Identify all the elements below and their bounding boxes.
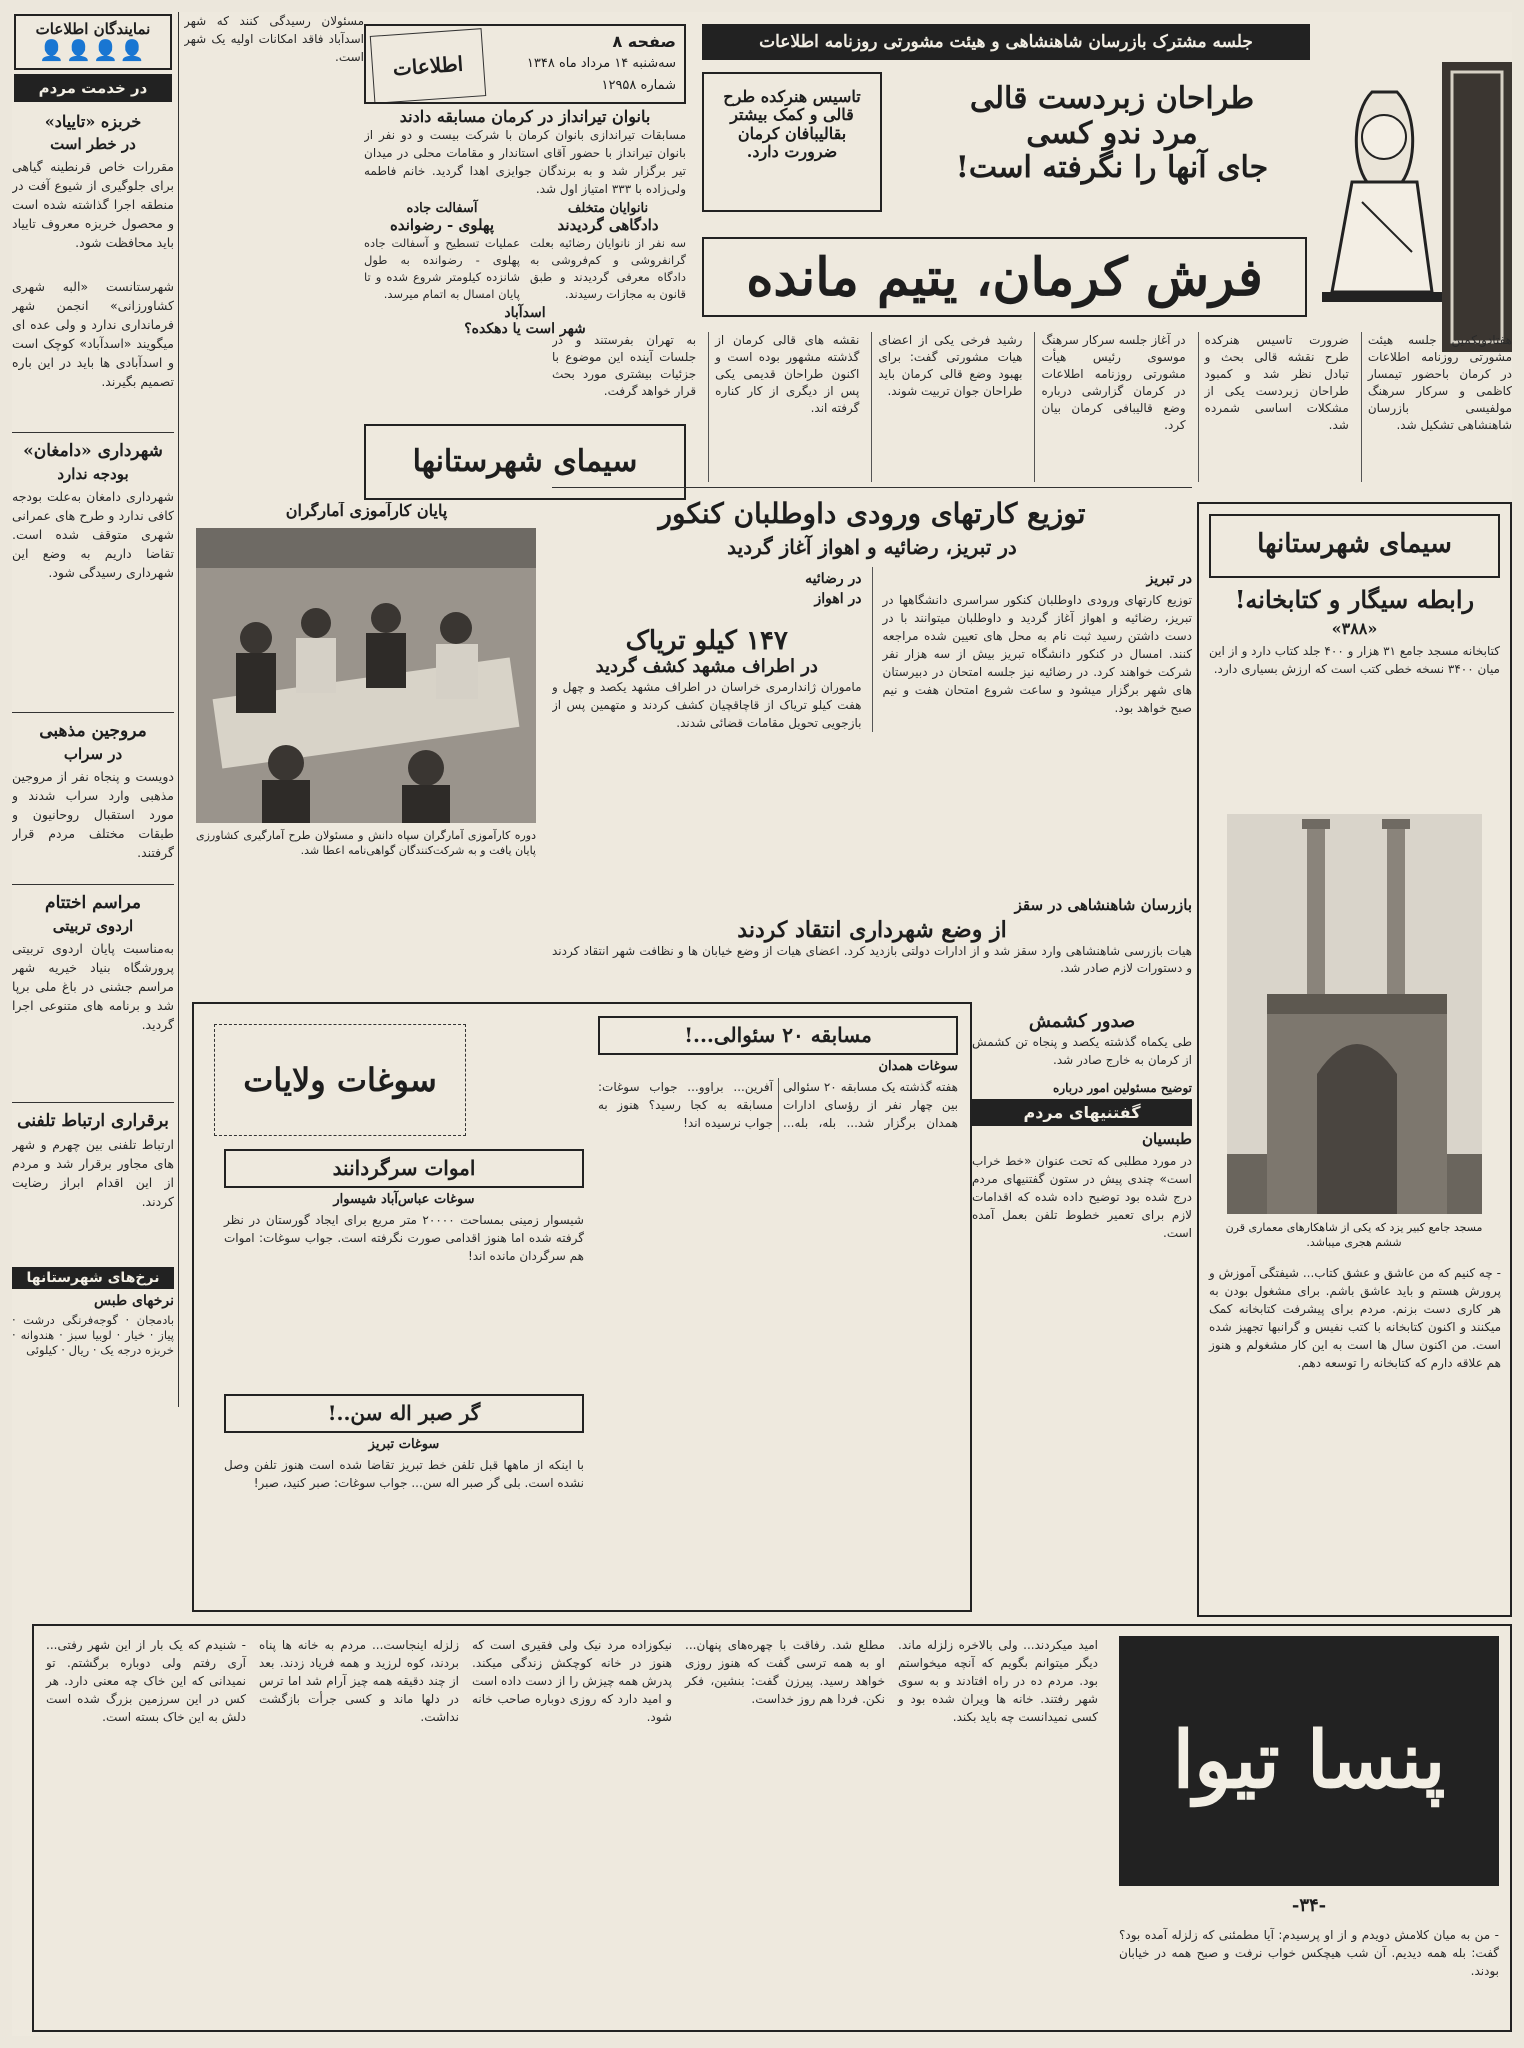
prices-logo: نرخ‌های شهرستانها — [12, 1267, 174, 1289]
photo-meeting-image — [196, 528, 536, 823]
serial-column: - من به میان کلامش دویدم و از او پرسیدم: آیا مطمئنی که زلزله آمده بود؟ گفت: بله همه دیدیم. آن شب هیچکس خواب نرفت و صبح همه در خیابان بودند. — [1119, 1928, 1499, 1978]
left-dark-bar: در خدمت مردم — [14, 74, 172, 102]
story-body: مسئولان رسیدگی کنند که شهر اسدآباد فاقد امکانات اولیه یک شهر است. — [184, 14, 364, 64]
opium-subheadline: در اطراف مشهد کشف گردید — [595, 656, 818, 678]
price-item: لوبیا سبز — [67, 1328, 112, 1342]
left-story-asadabad — [12, 277, 174, 391]
story-body: عملیات تسطیح و آسفالت جاده پهلوی - رضوانده به طول شانزده کیلومتر شروع شده و تا پایان امسال به اتمام میرسد. — [364, 235, 520, 301]
konkur-subheadline: در تبریز، رضائیه و اهواز آغاز گردید — [727, 535, 1017, 560]
story-title: بانوان تیرانداز در کرمان مسابقه دادند — [399, 108, 651, 126]
story-title: برقراری ارتباط تلفنی — [17, 1111, 169, 1131]
left-story-phone — [12, 1107, 174, 1211]
quiz-sub: سوغات همدان — [878, 1059, 958, 1074]
photo-story — [184, 502, 549, 877]
masthead-box — [364, 24, 686, 104]
right-sidebar — [1197, 502, 1512, 1617]
mosque-caption: مسجد جامع کبیر یزد که یکی از شاهکارهای معماری قرن ششم هجری میباشد. — [1225, 1221, 1483, 1249]
masthead-logo: اطلاعات — [370, 28, 486, 104]
weaver-icon — [1312, 52, 1512, 352]
sidebar-number: «۳۸۸» — [1331, 618, 1378, 638]
left-logo — [14, 14, 172, 70]
story-body: دویست و پنجاه نفر از مروجین مذهبی وارد سراب شدند و مورد استقبال روحانیون و طبقات مختلف مردم قرار گرفتند. — [12, 769, 174, 860]
tozih-kicker: توضیح مسئولین امور درباره — [1053, 1080, 1192, 1095]
amvat-title-box — [224, 1149, 584, 1188]
lead-column: رشید فرخی یکی از اعضای هیات مشورتی گفت: برای بهبود وضع قالی کرمان باید طراحان جوان تربیت شوند. — [871, 332, 1022, 482]
lead-column: نقشه های قالی کرمان از گذشته مشهور بوده است و اکنون طراحان قدیمی یکی پس از دیگری از کار کناره گرفته اند. — [708, 332, 859, 482]
amvat-sub: سوغات عباس‌آباد شیسوار — [333, 1192, 475, 1207]
kicker-line: جای آنها را نگرفته است! — [955, 150, 1269, 185]
opium-body: ماموران ژاندارمری خراسان در اطراف مشهد یکصد و چهل و هفت کیلو تریاک از قاچاقچیان کشف کردند و متهمین پس از بازجویی تحویل مقامات قضائی شدند. — [552, 679, 862, 730]
prices-city: نرخهای طبس — [93, 1293, 174, 1309]
konkur-story — [552, 492, 1192, 792]
quiz-title: مسابقه ۲۰ سئوالی...! — [684, 1023, 872, 1047]
saqqez-story — [552, 892, 1192, 992]
konkur-sub: در تبریز — [1146, 571, 1192, 588]
top-banner-text: جلسه مشترک بازرسان شاهنشاهی و هیئت مشورتی روزنامه اطلاعات — [759, 32, 1253, 52]
left-column — [12, 12, 174, 1407]
photo-title: پایان کارآموزی آمارگران — [285, 502, 448, 520]
gorbe-box — [224, 1394, 584, 1604]
middle-left-column — [184, 12, 364, 507]
story-body: شهرستانست «البه شهری کشاورزانی» انجمن شهر فرمانداری ندارد و ولی عده ای میگویند «اسدآباد» کوچک است و اسدآبادی ها باید در این باره تصمیم بگیرند. — [12, 279, 174, 389]
price-item: کیلوئی — [26, 1343, 58, 1357]
serial-column: زلزله اینجاست... مردم به خانه ها پناه بردند، کوه لرزید و همه فریاد زدند. بعد از چند دقیقه همه چیز آرام شد اما ترس در دلها ماند و کسی جرأت بازگشت نداشت. — [259, 1638, 459, 1724]
left-story-camp — [12, 889, 174, 1034]
kerman-box — [972, 1012, 1192, 1612]
divider — [12, 884, 174, 885]
quiz-box — [598, 1016, 958, 1596]
tozih-body: در مورد مطلبی که تحت عنوان «خط خراب است» چندی پیش در ستون گفتنیهای مردم درج شده بود توضیح داده شده که اقدامات لازم برای تعمیر خطوط تلفن بعمل آمده است. — [972, 1153, 1192, 1240]
konkur-headline: توزیع کارتهای ورودی داوطلبان کنکور — [658, 497, 1086, 530]
price-item: گوجه‌فرنگی درشت — [23, 1313, 118, 1327]
story-subtitle: بودجه ندارد — [57, 465, 129, 483]
date-line: سه‌شنبه ۱۴ مرداد ماه ۱۳۴۸ — [526, 56, 676, 71]
saqqez-body: هیات بازرسی شاهنشاهی وارد سقز شد و از ادارات دولتی بازدید کرد. اعضای هیات از وضع خیابان ها و نظافت شهر انتقاد کردند و دستورات لازم صادر شد. — [552, 944, 1192, 976]
lead-column: هفتادویکمین جلسه هیئت مشورتی روزنامه اطلاعات در کرمان باحضور تیمسار کاظمی و سرکار سرهنگ مولفیسی بازرسان شاهنشاهی تشکیل شد. — [1361, 332, 1512, 482]
serial-column: نیکوزاده مرد نیک ولی فقیری است که هنوز در خانه کوچکش زندگی میکند. پدرش همه چیزش را از دست داده است و امید دارد که روزی دوباره صاحب خانه شود. — [472, 1638, 672, 1724]
story-title: دادگاهی گردیدند — [557, 216, 659, 235]
people-icon: 👤👤👤👤 — [39, 38, 147, 62]
lead-column: به تهران بفرستند و در جلسات آینده این موضوع با جزئیات بیشتری مورد بحث قرار خواهد گرفت. — [552, 333, 697, 398]
bottom-serial — [32, 1624, 1512, 2032]
price-item: پیاز — [158, 1328, 174, 1342]
gorbe-sub: سوغات تبریز — [368, 1437, 440, 1452]
story-subtitle: در سراب — [63, 745, 123, 763]
amvat-title: اموات سرگردانند — [332, 1156, 476, 1180]
top-banner — [702, 24, 1310, 60]
middle-top-stories — [364, 108, 686, 338]
kicker-line: طراحان زبردست قالی — [969, 81, 1255, 116]
photo-meeting — [196, 528, 536, 823]
price-item: خیار — [125, 1328, 145, 1342]
photo-caption: دوره کارآموزی آمارگران سپاه دانش و مسئولان طرح آمارگیری کشاورزی پایان یافت و به شرکت‌کنندگان گواهی‌نامه اعطا شد. — [196, 829, 536, 857]
story-subtitle: اردوی تربیتی — [52, 917, 134, 935]
left-story-damghan — [12, 437, 174, 582]
sidebar-headline: رابطه سیگار و کتابخانه! — [1234, 585, 1475, 614]
serial-column: - شنیدم که یک بار از این شهر رفتی... آری رفتم ولی دوباره برگشتم. تو نمیدانی که این خاک چه معنی دارد. هر کس در این سرزمین بزرگ شده است دلش به این خاک بسته است. — [46, 1638, 246, 1724]
saqqez-title: بازرسان شاهنشاهی در سقز — [1014, 896, 1192, 914]
lead-headline-box — [702, 237, 1307, 317]
divider — [178, 12, 179, 1407]
left-story-melon — [12, 108, 174, 252]
story-body: مسابقات تیراندازی بانوان کرمان با شرکت بیست و دو نفر از بانوان تیرانداز با حضور آقای استاندار و مقامات محلی در میدان تیر برگزار شد و به برندگان جوایزی اهدا گردید. خانم فاطمه ولی‌زاده با ۳۳۳ امتیاز اول شد. — [364, 128, 686, 197]
tozih-logo: گفتنیهای مردم — [972, 1099, 1192, 1126]
price-item: بادمجان — [136, 1313, 174, 1327]
lead-side-box — [702, 72, 882, 212]
divider — [12, 712, 174, 713]
story-subtitle: در خطر است — [50, 135, 136, 153]
quiz-title-box — [598, 1016, 958, 1055]
story-title: پهلوی - رضوانده — [389, 216, 495, 235]
mosque-image — [1227, 814, 1482, 1214]
gorbe-title-box — [224, 1394, 584, 1433]
side-box-text: تاسیس هنرکده طرح قالی و کمک بیشتر بقالیبافان کرمان ضرورت دارد. — [723, 87, 861, 162]
konkur-sub: در اهواز — [814, 591, 862, 608]
lead-headline: فرش کرمان، یتیم مانده — [746, 247, 1263, 308]
story-title: شهرداری «دامغان» — [23, 441, 163, 461]
divider — [12, 432, 174, 433]
serial-logo: پنسا تیوا — [1119, 1636, 1499, 1886]
story-title: خربزه «تاییاد» — [44, 112, 142, 131]
story-body: مقررات خاص قرنطینه گیاهی برای جلوگیری از شیوع آفت در منطقه اجرا گذاشته شده است و محصول خربزه معروف تاییاد باید محافظت شود. — [12, 159, 174, 250]
story-body: سه نفر از نانوایان رضائیه بعلت گرانفروشی و کم‌فروشی به دادگاه معرفی گردیدند و طبق قانون به مجازات رسیدند. — [530, 235, 686, 301]
sidebar-body: - چه کنیم که من عاشق و عشق کتاب... شیفتگی آموزش و پرورش هستم و باید عاشق باشم. برای مشغول بودن به هر کاری دست بزنم. مردم برای پیشرفت کتابخانه کمک میکنند و اکنون کتابخانه با کتب نفیس و گرانبها تجهیز شده است. من اکنون سال ها است به این کار مشغولم و هنوز هم علاقه دارم که کتابخانه را توسعه دهم. — [1209, 1266, 1501, 1370]
left-story-sarab — [12, 717, 174, 862]
konkur-sub: در رضائیه — [805, 571, 862, 588]
soghat-block — [192, 1002, 972, 1612]
mosque-photo — [1227, 814, 1482, 1214]
tozih-title: طبسیان — [1142, 1129, 1192, 1148]
quiz-body: هفته گذشته یک مسابقه ۲۰ سئوالی بین چهار نفر از رؤسای ادارات همدان برگزار شد... بله، بله... آفرین... براوو... جواب سوغات: مسابقه به کجا رسید؟ هنوز به جواب نرسیده اند! — [598, 1080, 958, 1130]
left-logo-title: نمایندگان اطلاعات — [35, 20, 151, 38]
serial-column: امید میکردند... ولی بالاخره زلزله ماند. دیگر میتوانم بگویم که آنچه میخواستم بود. مردم ده در راه افتادند و به سوی شهر رفتند. خانه ها ویران شده بود و کسی نمیدانست چه باید بکند. — [898, 1638, 1098, 1724]
amvat-body: شیسوار زمینی بمساحت ۲۰۰۰۰ متر مربع برای ایجاد گورستان در نظر گرفته شده اما هنوز اقدامی صورت نگرفته است. جواب سوغات: اموات هم سرگردان مانده اند! — [224, 1213, 584, 1263]
lead-columns — [552, 332, 1512, 482]
kicker-line: مرد ندو کسی — [1026, 115, 1198, 151]
gorbe-title: گر صبر اله سن..! — [327, 1401, 481, 1425]
soghat-logo: سوغات ولایات — [214, 1024, 466, 1136]
story-title: شهر است یا دهکده؟ — [464, 320, 586, 337]
story-title: مراسم اختتام — [45, 893, 141, 913]
lead-column: ضرورت تاسیس هنرکده طرح نقشه قالی بحث و تبادل نظر شد و کمبود طراحان زبردست یکی از مشکلات اساسی شمرده شد. — [1198, 332, 1349, 482]
konkur-body: توزیع کارتهای ورودی داوطلبان کنکور سراسری دانشگاهها در تبریز، رضائیه و اهواز آغاز گردید و داوطلبان میتوانند با در دست داشتن رسید ثبت نام به محل های تعیین شده مراجعه کنند. امسال در کنکور دانشگاه تبریز بیش از سه هزار نفر شرکت خواهند کرد. در رضائیه نیز جلسه امتحان در دبیرستان های شهر برگزار میشود و ساعت شروع امتحان هفت و نیم صبح خواهد بود. — [882, 593, 1192, 716]
story-kicker: اسدآباد — [504, 304, 546, 321]
story-title: مروجین مذهبی — [39, 721, 147, 741]
sidebar-intro: کتابخانه مسجد جامع ۳۱ هزار و ۴۰۰ جلد کتاب دارد و از این میان ۳۴۰۰ نسخه خطی کتب است که ارزش بسیاری دارد. — [1209, 643, 1500, 676]
lead-kicker — [892, 72, 1332, 242]
kerman-body: طی یکماه گذشته یکصد و پنجاه تن کشمش از کرمان به خارج صادر شد. — [972, 1034, 1192, 1067]
issue-line: شماره ۱۲۹۵۸ — [601, 78, 676, 93]
gorbe-body: با اینکه از ماهها قبل تلفن خط تبریز تقاضا شده است هنوز تلفن وصل نشده است. بلی گر صبر اله سن... جواب سوغات: صبر کنید، صبر! — [224, 1458, 584, 1490]
sima-logo: سیمای شهرستانها — [412, 444, 638, 479]
page-number: صفحه ۸ — [612, 32, 676, 51]
story-body: ارتباط تلفنی بین چهرم و شهر های مجاور برقرار شد و مردم از این اقدام ابراز رضایت کردند. — [12, 1137, 174, 1209]
kerman-title: صدور کشمش — [1028, 1012, 1136, 1032]
saqqez-headline: از وضع شهرداری انتقاد کردند — [737, 917, 1007, 943]
story-body: به‌مناسبت پایان اردوی تربیتی پرورشگاه بنیاد خیریه شهر مراسم جشنی در باغ ملی برپا شد و برنامه های متنوعی اجرا گردید. — [12, 941, 174, 1032]
price-item: ریال — [68, 1343, 90, 1357]
story-body: شهرداری دامغان به‌علت بودجه کافی ندارد و طرح های عمرانی شهری متوقف شده است. تقاضا داریم به وضع این شهرداری رسیدگی شود. — [12, 489, 174, 580]
lead-column: در آغاز جلسه سرکار سرهنگ موسوی رئیس هیأت مشورتی روزنامه اطلاعات در کرمان گزارشی درباره وضع قالیبافی کرمان بیان کرد. — [1034, 332, 1185, 482]
serial-column: مطلع شد. رفاقت با چهره‌های پنهان... او به همه ترسی گفت که هنوز روزی خواهد رسید. پیرزن گفت: بنشین، فکر نکن. فردا هم روز خداست. — [685, 1638, 885, 1706]
price-item: خربزه درجه یک — [100, 1343, 174, 1357]
opium-headline: ۱۴۷ کیلو تریاک — [625, 626, 788, 657]
serial-number: -۳۴- — [1291, 1895, 1327, 1916]
story-kicker: آسفالت جاده — [406, 201, 478, 217]
sidebar-logo: سیمای شهرستانها — [1209, 514, 1500, 578]
newspaper-page — [12, 12, 1512, 2036]
amvat-box — [224, 1149, 584, 1379]
prices-box: نرخ‌های شهرستانها نرخهای طبس بادمجان · گوجه‌فرنگی درشت · پیاز · خیار · لوبیا سبز · هندوانه · خربزه درجه یک · ریال · کیلوئی — [12, 1267, 174, 1407]
weaver-illustration — [1312, 52, 1512, 352]
divider — [552, 487, 1192, 488]
price-item: هندوانه — [20, 1328, 55, 1342]
story-kicker: نانوایان متخلف — [567, 201, 649, 217]
divider — [12, 1102, 174, 1103]
